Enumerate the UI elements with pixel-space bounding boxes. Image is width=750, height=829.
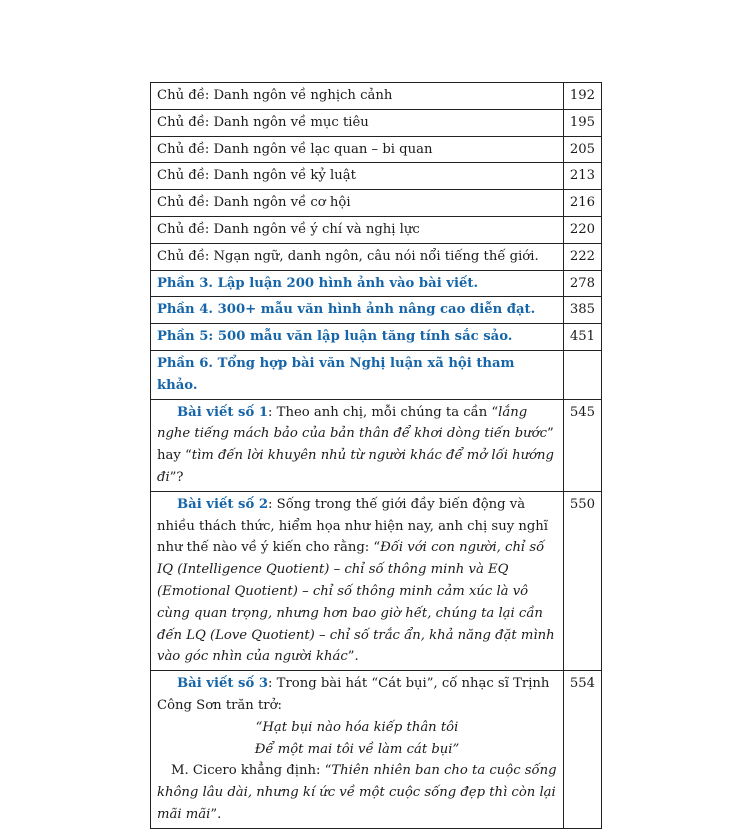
essay-text: ”. [210,806,222,822]
toc-page-number: 550 [564,491,602,670]
toc-page-number: 195 [564,109,602,136]
toc-topic-title: Chủ đề: Ngạn ngữ, danh ngôn, câu nói nổi tiếng thế giới. [151,243,564,270]
essay-quote: tìm đến lời khuyên nhủ từ người khác để mở lối hướng đi [157,448,554,485]
essay-text: : Trong bài hát “Cát bụi”, cố nhạc sĩ Trịnh Công Sơn trăn trở: [157,676,550,713]
toc-page-number: 451 [564,324,602,351]
toc-row [151,163,602,190]
toc-row [151,109,602,136]
essay-quote: Đối với con người, chỉ số IQ (Intelligence Quotient) – chỉ số thông minh và EQ (Emotional Quotient) – chỉ số thông minh cảm xúc là vô cùng quan trọng, nhưng hơn bao giờ hết, chúng ta lại cần đến LQ (Love Quotient) – chỉ số trắc ẩn, khả năng đặt mình vào góc nhìn của người khác [157,540,555,665]
toc-page-number: 205 [564,136,602,163]
toc-page-number: 222 [564,243,602,270]
toc-row [151,190,602,217]
toc-part-title: Phần 5: 500 mẫu văn lập luận tăng tính sắc sảo. [151,324,564,351]
table-of-contents [150,82,602,829]
essay-label: Bài viết số 2 [177,496,269,512]
toc-topic-title: Chủ đề: Danh ngôn về ý chí và nghị lực [151,216,564,243]
toc-topic-title: Chủ đề: Danh ngôn về mục tiêu [151,109,564,136]
essay-text: : Theo anh chị, mỗi chúng ta cần “ [268,404,499,420]
toc-row [151,297,602,324]
toc-page-number: 192 [564,83,602,110]
toc-row [151,83,602,110]
toc-row [151,270,602,297]
toc-page-number: 278 [564,270,602,297]
essay-label: Bài viết số 3 [177,676,269,692]
toc-essay-entry [151,671,564,829]
toc-page-number: 385 [564,297,602,324]
toc-page-number: 213 [564,163,602,190]
essay-quote: lắng nghe tiếng mách bảo của bản thân để khơi dòng tiến bước [157,404,547,442]
toc-topic-title: Chủ đề: Danh ngôn về nghịch cảnh [151,83,564,110]
poem-line: Để một mai tôi về làm cát bụi” [254,741,460,757]
toc-page-number: 554 [564,671,602,829]
toc-essay-entry [151,399,564,491]
essay-text: ”? [169,469,184,485]
toc-part-title: Phần 6. Tổng hợp bài văn Nghị luận xã hội tham khảo. [151,350,564,399]
toc-topic-title: Chủ đề: Danh ngôn về lạc quan – bi quan [151,136,564,163]
toc-part-title: Phần 4. 300+ mẫu văn hình ảnh nâng cao diễn đạt. [151,297,564,324]
toc-page-number: 220 [564,216,602,243]
toc-row [151,216,602,243]
toc-part-title: Phần 3. Lập luận 200 hình ảnh vào bài viết. [151,270,564,297]
toc-row [151,243,602,270]
toc-essay-entry [151,491,564,670]
essay-label: Bài viết số 1 [177,404,269,420]
toc-row [151,350,602,399]
poem-line: “Hạt bụi nào hóa kiếp thân tôi [255,719,459,735]
toc-row [151,399,602,491]
toc-row [151,671,602,829]
toc-row [151,136,602,163]
essay-text: : Sống trong thế giới đầy biến động và nhiều thách thức, hiểm họa như hiện nay, anh chị suy nghĩ như thế nào về ý kiến cho rằng: “ [157,496,548,556]
essay-text: ”. [347,649,359,665]
toc-page-number: 216 [564,190,602,217]
toc-row [151,324,602,351]
toc-topic-title: Chủ đề: Danh ngôn về kỷ luật [151,163,564,190]
essay-text: M. Cicero khẳng định: “ [171,763,332,779]
essay-text: ” hay “ [157,426,554,464]
toc-page-number: 545 [564,399,602,491]
essay-quote: Thiên nhiên ban cho ta cuộc sống không lâu dài, nhưng kí ức về một cuộc sống đẹp thì còn lại mãi mãi [157,763,557,822]
essay-attribution [157,760,557,825]
toc-row [151,491,602,670]
toc-page-number [564,350,602,399]
toc-topic-title: Chủ đề: Danh ngôn về cơ hội [151,190,564,217]
